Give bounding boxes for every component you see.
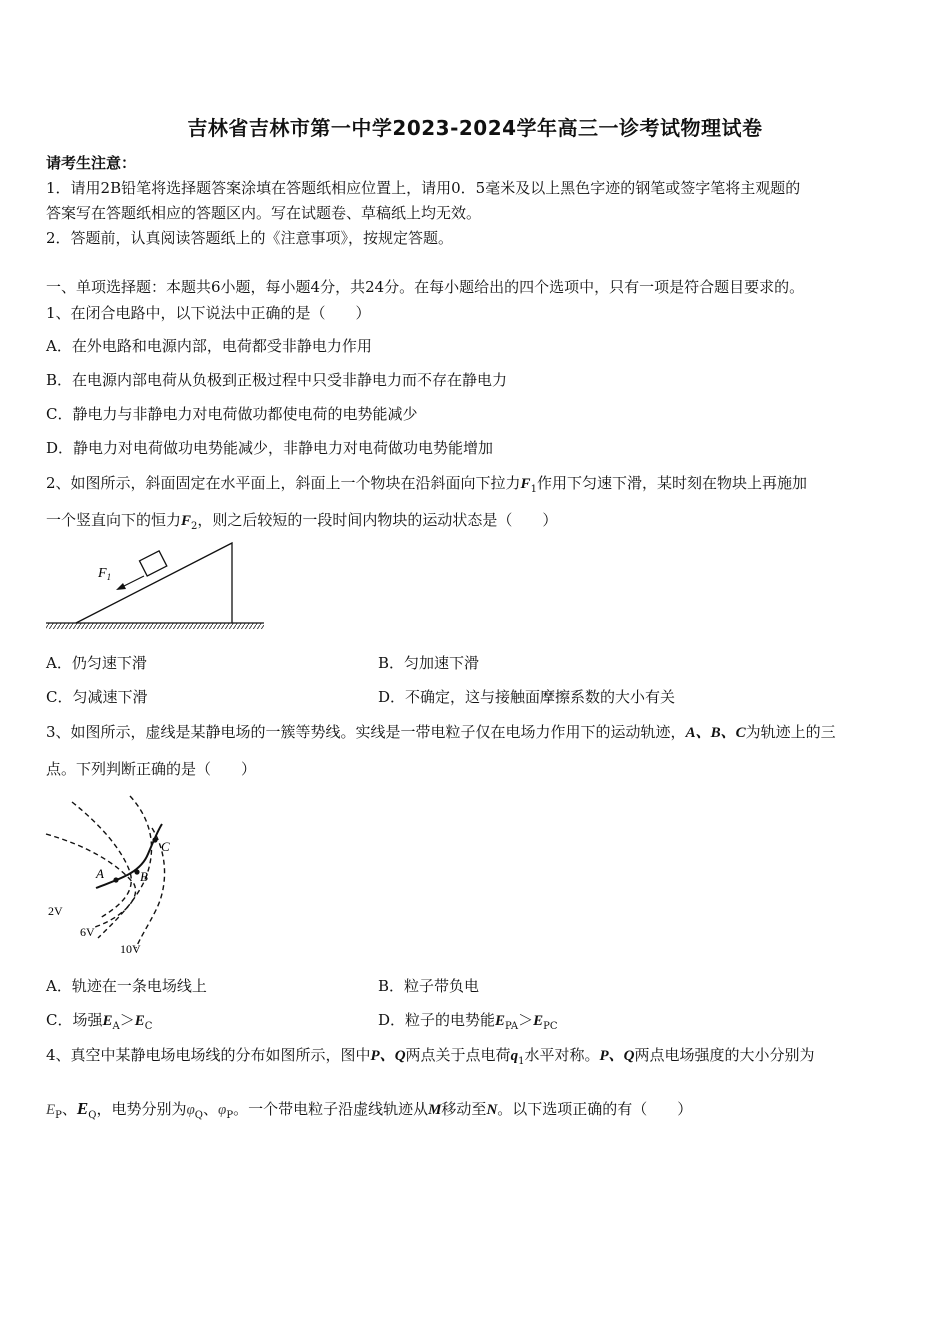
q4-stem-line-1: [46, 1044, 814, 1067]
q4-eq-subscript: Q: [88, 1110, 97, 1121]
incline-figure: [40, 535, 280, 635]
q3-option-b: B．粒子带负电: [378, 977, 480, 995]
q4-sep-2: 、: [203, 1100, 219, 1118]
q3-option-d: [378, 1009, 558, 1032]
notice-item-1-line-1: 1．请用2B铅笔将选择题答案涂填在答题纸相应位置上，请用0．5毫米及以上黑色字迹的钢笔或签字笔将主观题的: [46, 179, 801, 197]
q4-ep-subscript: P: [55, 1110, 62, 1121]
q4-m: M: [428, 1102, 442, 1118]
q2-stem-part-1: 2、如图所示，斜面固定在水平面上，斜面上一个物块在沿斜面向下拉力: [46, 474, 521, 492]
q3-stem-part-1: 3、如图所示，虚线是某静电场的一簇等势线。实线是一带电粒子仅在电场力作用下的运动轨迹，: [46, 723, 686, 741]
q2-f2-symbol: F: [181, 513, 192, 529]
point-b-dot: [134, 869, 139, 874]
q4-stem-part-3: 水平对称。: [524, 1046, 600, 1064]
notice-heading: 请考生注意：: [46, 154, 137, 172]
q3-c-e1: E: [102, 1013, 113, 1029]
q4-stem-line-2: [46, 1098, 692, 1121]
q4-ep: E: [46, 1102, 56, 1118]
q4-phi-q-subscript: Q: [194, 1110, 203, 1121]
block: [139, 551, 166, 576]
q4-phi-p-subscript: P: [226, 1110, 234, 1121]
q4-stem-part-1: 4、真空中某静电场电场线的分布如图所示，图中: [46, 1046, 371, 1064]
notice-item-2: 2．答题前，认真阅读答题纸上的《注意事项》，按规定答题。: [46, 229, 454, 247]
q2-stem-part-2: 作用下匀速下滑，某时刻在物块上再施加: [536, 474, 807, 492]
q2-option-a: A．仍匀速下滑: [46, 654, 147, 672]
q4-q-subscript: 1: [518, 1056, 525, 1067]
q3-stem-line-1: [46, 721, 836, 742]
label-10v: 10V: [120, 942, 141, 956]
q4-tail-part-1: 。一个带电粒子沿虚线轨迹从: [233, 1100, 429, 1118]
q3-stem-line-2: 点。下列判断正确的是（ ）: [46, 760, 257, 778]
page-title: 吉林省吉林市第一中学2023-2024学年高三一诊考试物理试卷: [187, 116, 763, 140]
point-a-dot: [113, 877, 118, 882]
equipotential-2v: [72, 802, 131, 918]
q3-d-e1: E: [495, 1013, 506, 1029]
label-2v: 2V: [48, 904, 63, 918]
q4-phi-q: φ: [186, 1102, 195, 1118]
q3-d-e2: E: [533, 1013, 544, 1029]
q3-d-text: D．粒子的电势能: [378, 1011, 496, 1029]
q4-pq-2: P、Q: [599, 1048, 635, 1064]
q3-d-gt: ＞: [518, 1011, 534, 1029]
q4-sep-1: 、: [61, 1100, 77, 1118]
equipotential-6v: [98, 796, 152, 938]
q4-tail-part-2: 移动至: [441, 1100, 487, 1118]
q2-stem-part-3: 一个竖直向下的恒力: [46, 511, 182, 529]
q3-stem-part-2: 为轨迹上的三: [745, 723, 836, 741]
label-6v: 6V: [80, 925, 95, 939]
q3-c-e2: E: [134, 1013, 145, 1029]
ground-hatching: [46, 623, 264, 629]
q1-option-d: D．静电力对电荷做功电势能减少，非静电力对电荷做功电势能增加: [46, 439, 494, 457]
q3-option-c: [46, 1009, 152, 1032]
q3-c-text: C．场强: [46, 1011, 103, 1029]
equipotential-figure: [40, 788, 200, 960]
q3-c-s1: A: [112, 1021, 120, 1032]
q2-f1-symbol: F: [520, 476, 531, 492]
q1-option-b: B．在电源内部电荷从负极到正极过程中只受非静电力而不存在静电力: [46, 371, 508, 389]
q1-option-a: A．在外电路和电源内部，电荷都受非静电力作用: [46, 337, 372, 355]
q3-c-s2: C: [144, 1021, 153, 1032]
force-arrow-shaft: [122, 576, 144, 587]
q3-option-a: A．轨迹在一条电场线上: [46, 977, 207, 995]
notice-item-1-line-2: 答案写在答题纸相应的答题区内。写在试题卷、草稿纸上均无效。: [46, 204, 482, 222]
q2-option-d: D．不确定，这与接触面摩擦系数的大小有关: [378, 688, 676, 706]
q2-option-b: B．匀加速下滑: [378, 654, 480, 672]
label-a: A: [96, 866, 104, 881]
q2-stem-line-2: [46, 509, 557, 532]
q4-pq: P、Q: [370, 1048, 406, 1064]
section-heading: 一、单项选择题：本题共6小题，每小题4分，共24分。在每小题给出的四个选项中，只有一项是符合题目要求的。: [46, 278, 805, 296]
q3-d-s2: PC: [543, 1021, 558, 1032]
q2-f2-subscript: 2: [191, 521, 198, 532]
force-label: $F_1$: [98, 566, 112, 582]
force-arrow-head: [116, 583, 126, 590]
q2-option-c: C．匀减速下滑: [46, 688, 148, 706]
q2-f1-subscript: 1: [530, 484, 537, 495]
label-b: B: [140, 869, 148, 884]
q4-tail-part-3: 。以下选项正确的有（ ）: [497, 1100, 693, 1118]
q1-stem: 1、在闭合电路中，以下说法中正确的是（ ）: [46, 304, 371, 322]
q3-d-s1: PA: [505, 1021, 519, 1032]
q4-n: N: [486, 1102, 498, 1118]
q4-q-symbol: q: [510, 1048, 519, 1064]
q3-points: A、B、C: [685, 725, 746, 741]
q1-option-c: C．静电力与非静电力对电荷做功都使电荷的电势能减少: [46, 405, 418, 423]
q4-mid-text: ，电势分别为: [96, 1100, 187, 1118]
q2-stem-part-4: ，则之后较短的一段时间内物块的运动状态是（ ）: [197, 511, 558, 529]
q4-eq: E: [76, 1099, 89, 1118]
q3-c-gt: ＞: [119, 1011, 135, 1029]
label-c: C: [161, 839, 170, 854]
point-c-dot: [152, 837, 157, 842]
q4-stem-part-4: 两点电场强度的大小分别为: [634, 1046, 815, 1064]
q4-stem-part-2: 两点关于点电荷: [405, 1046, 511, 1064]
q2-stem-line-1: [46, 472, 807, 495]
q4-phi-p: φ: [218, 1102, 227, 1118]
